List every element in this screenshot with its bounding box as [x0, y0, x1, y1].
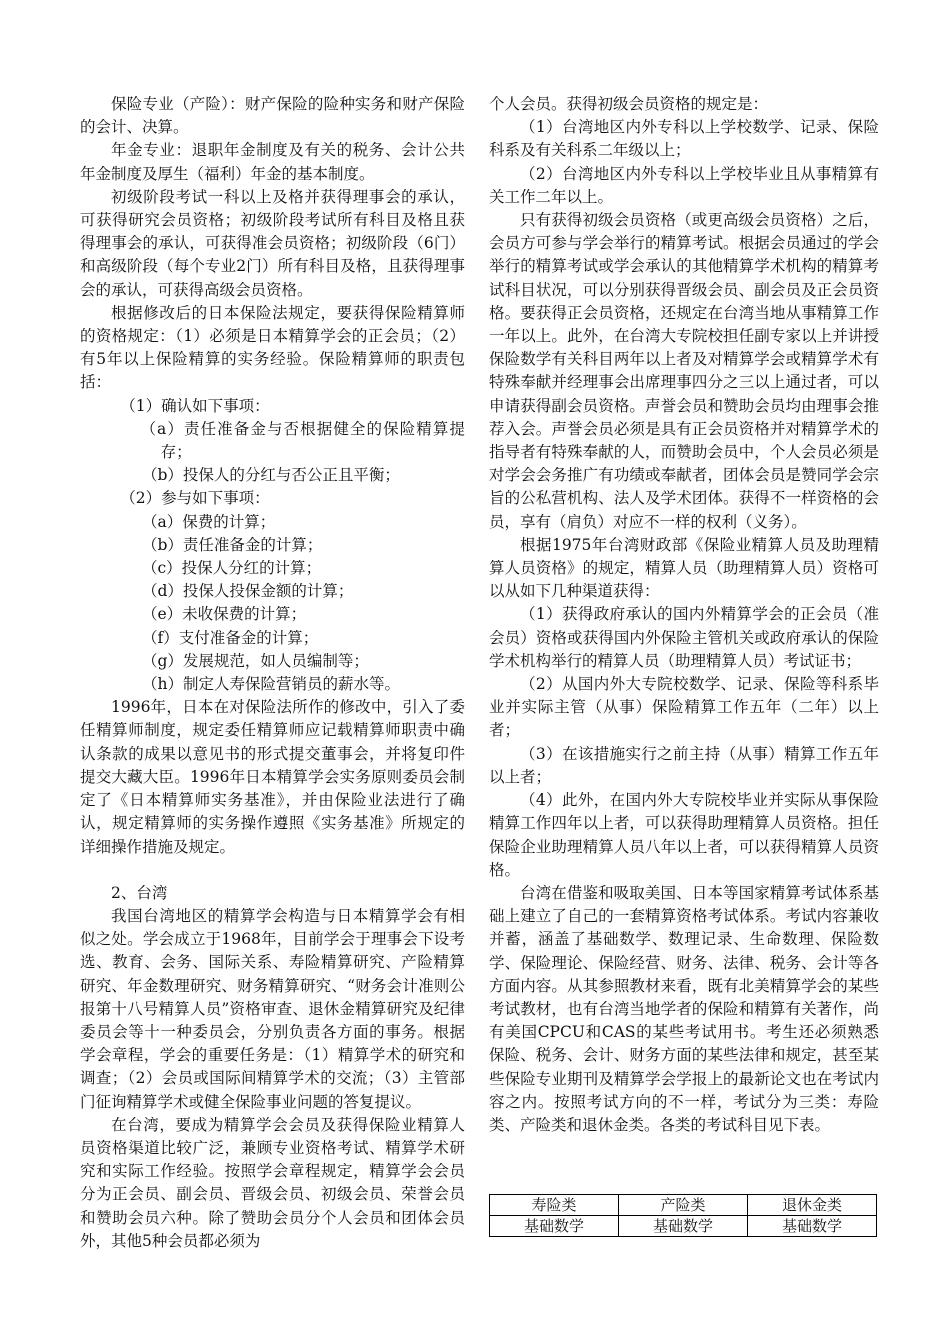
list-item: （1）确认如下事项：	[120, 396, 270, 415]
paragraph: （3）在该措施实行之前主持（从事）精算工作五年以上者；	[489, 744, 879, 786]
paragraph: （1）获得政府承认的国内外精算学会的正会员（准会员）资格或获得国内外保险主管机关或政府承认的保险学术机构举行的精算人员（助理精算人员）考试证书；	[489, 605, 879, 670]
paragraph: 根据修改后的日本保险法规定，要获得保险精算师的资格规定：（1）必须是日本精算学会的正会员；（2）有5年以上保险精算的实务经验。保险精算师的职责包括：	[80, 303, 465, 392]
paragraph: 初级阶段考试一科以上及格并获得理事会的承认，可获得研究会员资格；初级阶段考试所有科目及格且获得理事会的承认，可获得准会员资格；初级阶段（6门）和高级阶段（每个专业2门）所有科目及格，且获得理事会的承认，可获得高级会员资格。	[80, 187, 465, 299]
paragraph: 根据1975年台湾财政部《保险业精算人员及助理精算人员资格》的规定，精算人员（助理精算人员）资格可以从如下几种渠道获得：	[489, 535, 879, 601]
paragraph: 只有获得初级会员资格（或更高级会员资格）之后，会员方可参与学会举行的精算考试。根据会员通过的学会举行的精算考试或学会承认的其他精算学术机构的精算考试科目状况，可以分别获得晋级会员、副会员及正会员资格。要获得正会员资格，还规定在台湾当地从事精算工作一年以上。此外，在台湾大专院校担任副专家以上并讲授保险数学有关科目两年以上者及对精算学会或精算学术有特殊奉献并经理事会出席理事四分之三以上通过者，可以申请获得副会员资格。声誉会员和赞助会员均由理事会推荐入会。声誉会员必须是具有正会员资格并对精算学术的指导者有特殊奉献的人，而赞助会员中，个人会员必须是对学会会务推广有功绩或奉献者，团体会员是赞同学会宗旨的公私营机构、法人及学术团体。获得不一样资格的会员，享有（肩负）对应不一样的权利（义务）。	[489, 211, 879, 531]
list-item: （a）保费的计算；	[142, 512, 276, 531]
list-item: （b）责任准备金的计算；	[142, 535, 323, 554]
spacer	[80, 859, 465, 882]
table-row	[490, 1216, 877, 1237]
paragraph: 我国台湾地区的精算学会构造与日本精算学会有相似之处。学会成立于1968年，目前学会于理事会下设考选、教育、会务、国际关系、寿险精算研究、产险精算研究、年金数理研究、财务精算研究、“财务会计准则公报第十八号精算人员”资格审查、退休金精算研究及纪律委员会等十一种委员会，分别负责各方面的事务。根据学会章程，学会的重要任务是：（1）精算学术的研究和调查；（2）会员或国际间精算学术的交流；（3）主管部门征询精算学术或健全保险事业问题的答复提议。	[80, 906, 465, 1111]
table-header-cell: 退休金类	[748, 1195, 877, 1216]
list-item: （g）发展规范，如人员编制等；	[142, 651, 369, 670]
table-cell: 基础数学	[490, 1216, 619, 1237]
paragraph: 1996年，日本在对保险法所作的修改中，引入了委任精算师制度，规定委任精算师应记载精算师职责中确认条款的成果以意见书的形式提交董事会，并将复印件提交大藏大臣。1996年日本精算学会实务原则委员会制定了《日本精算师实务基准》，并由保险业法进行了确认，规定精算师的实务操作遵照《实务基准》所规定的详细操作措施及规定。	[80, 698, 465, 856]
list-item: （h）制定人寿保险营销员的薪水等。	[142, 675, 400, 694]
list-item: （b）投保人的分红与否公正且平衡；	[142, 466, 400, 485]
paragraph: （2）台湾地区内外专科以上学校毕业且从事精算有关工作二年以上。	[489, 164, 879, 206]
table-cell: 基础数学	[748, 1216, 877, 1237]
list-item: （2）参与如下事项：	[120, 489, 270, 508]
table-cell: 基础数学	[619, 1216, 748, 1237]
right-column	[489, 93, 879, 1137]
paragraph: 个人会员。获得初级会员资格的规定是：	[489, 95, 769, 113]
exam-subjects-table	[489, 1194, 877, 1237]
paragraph: （1）台湾地区内外专科以上学校数学、记录、保险科系及有关科系二年级以上；	[489, 118, 879, 160]
paragraph: （4）此外，在国内外大专院校毕业并实际从事保险精算工作四年以上者，可以获得助理精算人员资格。担任保险企业助理精算人员八年以上者，可以获得精算人员资格。	[489, 791, 879, 879]
section-heading: 2、台湾	[111, 883, 168, 902]
paragraph: 在台湾，要成为精算学会会员及获得保险业精算人员资格渠道比较广泛，兼顾专业资格考试、精算学术研究和实际工作经验。按照学会章程规定，精算学会会员分为正会员、副会员、晋级会员、初级会员、荣誉会员和赞助会员六种。除了赞助会员分个人会员和团体会员外，其他5种会员都必须为	[80, 1115, 465, 1250]
list-item: （a）责任准备金与否根据健全的保险精算提存；	[140, 419, 465, 462]
paragraph: 台湾在借鉴和吸取美国、日本等国家精算考试体系基础上建立了自己的一套精算资格考试体系。考试内容兼收并蓄，涵盖了基础数学、数理记录、生命数理、保险数学、保险理论、保险经营、财务、法律、税务、会计等各方面内容。从其参照教材来看，既有北美精算学会的某些考试教材，也有台湾当地学者的保险和精算有关著作，尚有美国CPCU和CAS的某些考试用书。考生还必须熟悉保险、税务、会计、财务方面的某些法律和规定，甚至某些保险专业期刊及精算学会学报上的最新论文也在考试内容之内。按照考试方向的不一样，考试分为三类：寿险类、产险类和退休金类。各类的考试科目见下表。	[489, 883, 879, 1134]
list-item: （f）支付准备金的计算；	[142, 628, 319, 647]
table-header-row	[490, 1195, 877, 1216]
paragraph: 保险专业（产险）：财产保险的险种实务和财产保险的会计、决算。	[80, 95, 465, 137]
paragraph: 年金专业：退职年金制度及有关的税务、会计公共年金制度及厚生（福利）年金的基本制度。	[80, 141, 465, 183]
table-header-cell: 寿险类	[490, 1195, 619, 1216]
list-item: （d）投保人投保金额的计算；	[142, 582, 354, 601]
left-column	[80, 93, 465, 1253]
list-item: （c）投保人分红的计算；	[142, 559, 322, 578]
list-item: （e）未收保费的计算；	[142, 605, 307, 624]
table-header-cell: 产险类	[619, 1195, 748, 1216]
paragraph: （2）从国内外大专院校数学、记录、保险等科系毕业并实际主管（从事）保险精算工作五年（二年）以上者；	[489, 675, 879, 740]
